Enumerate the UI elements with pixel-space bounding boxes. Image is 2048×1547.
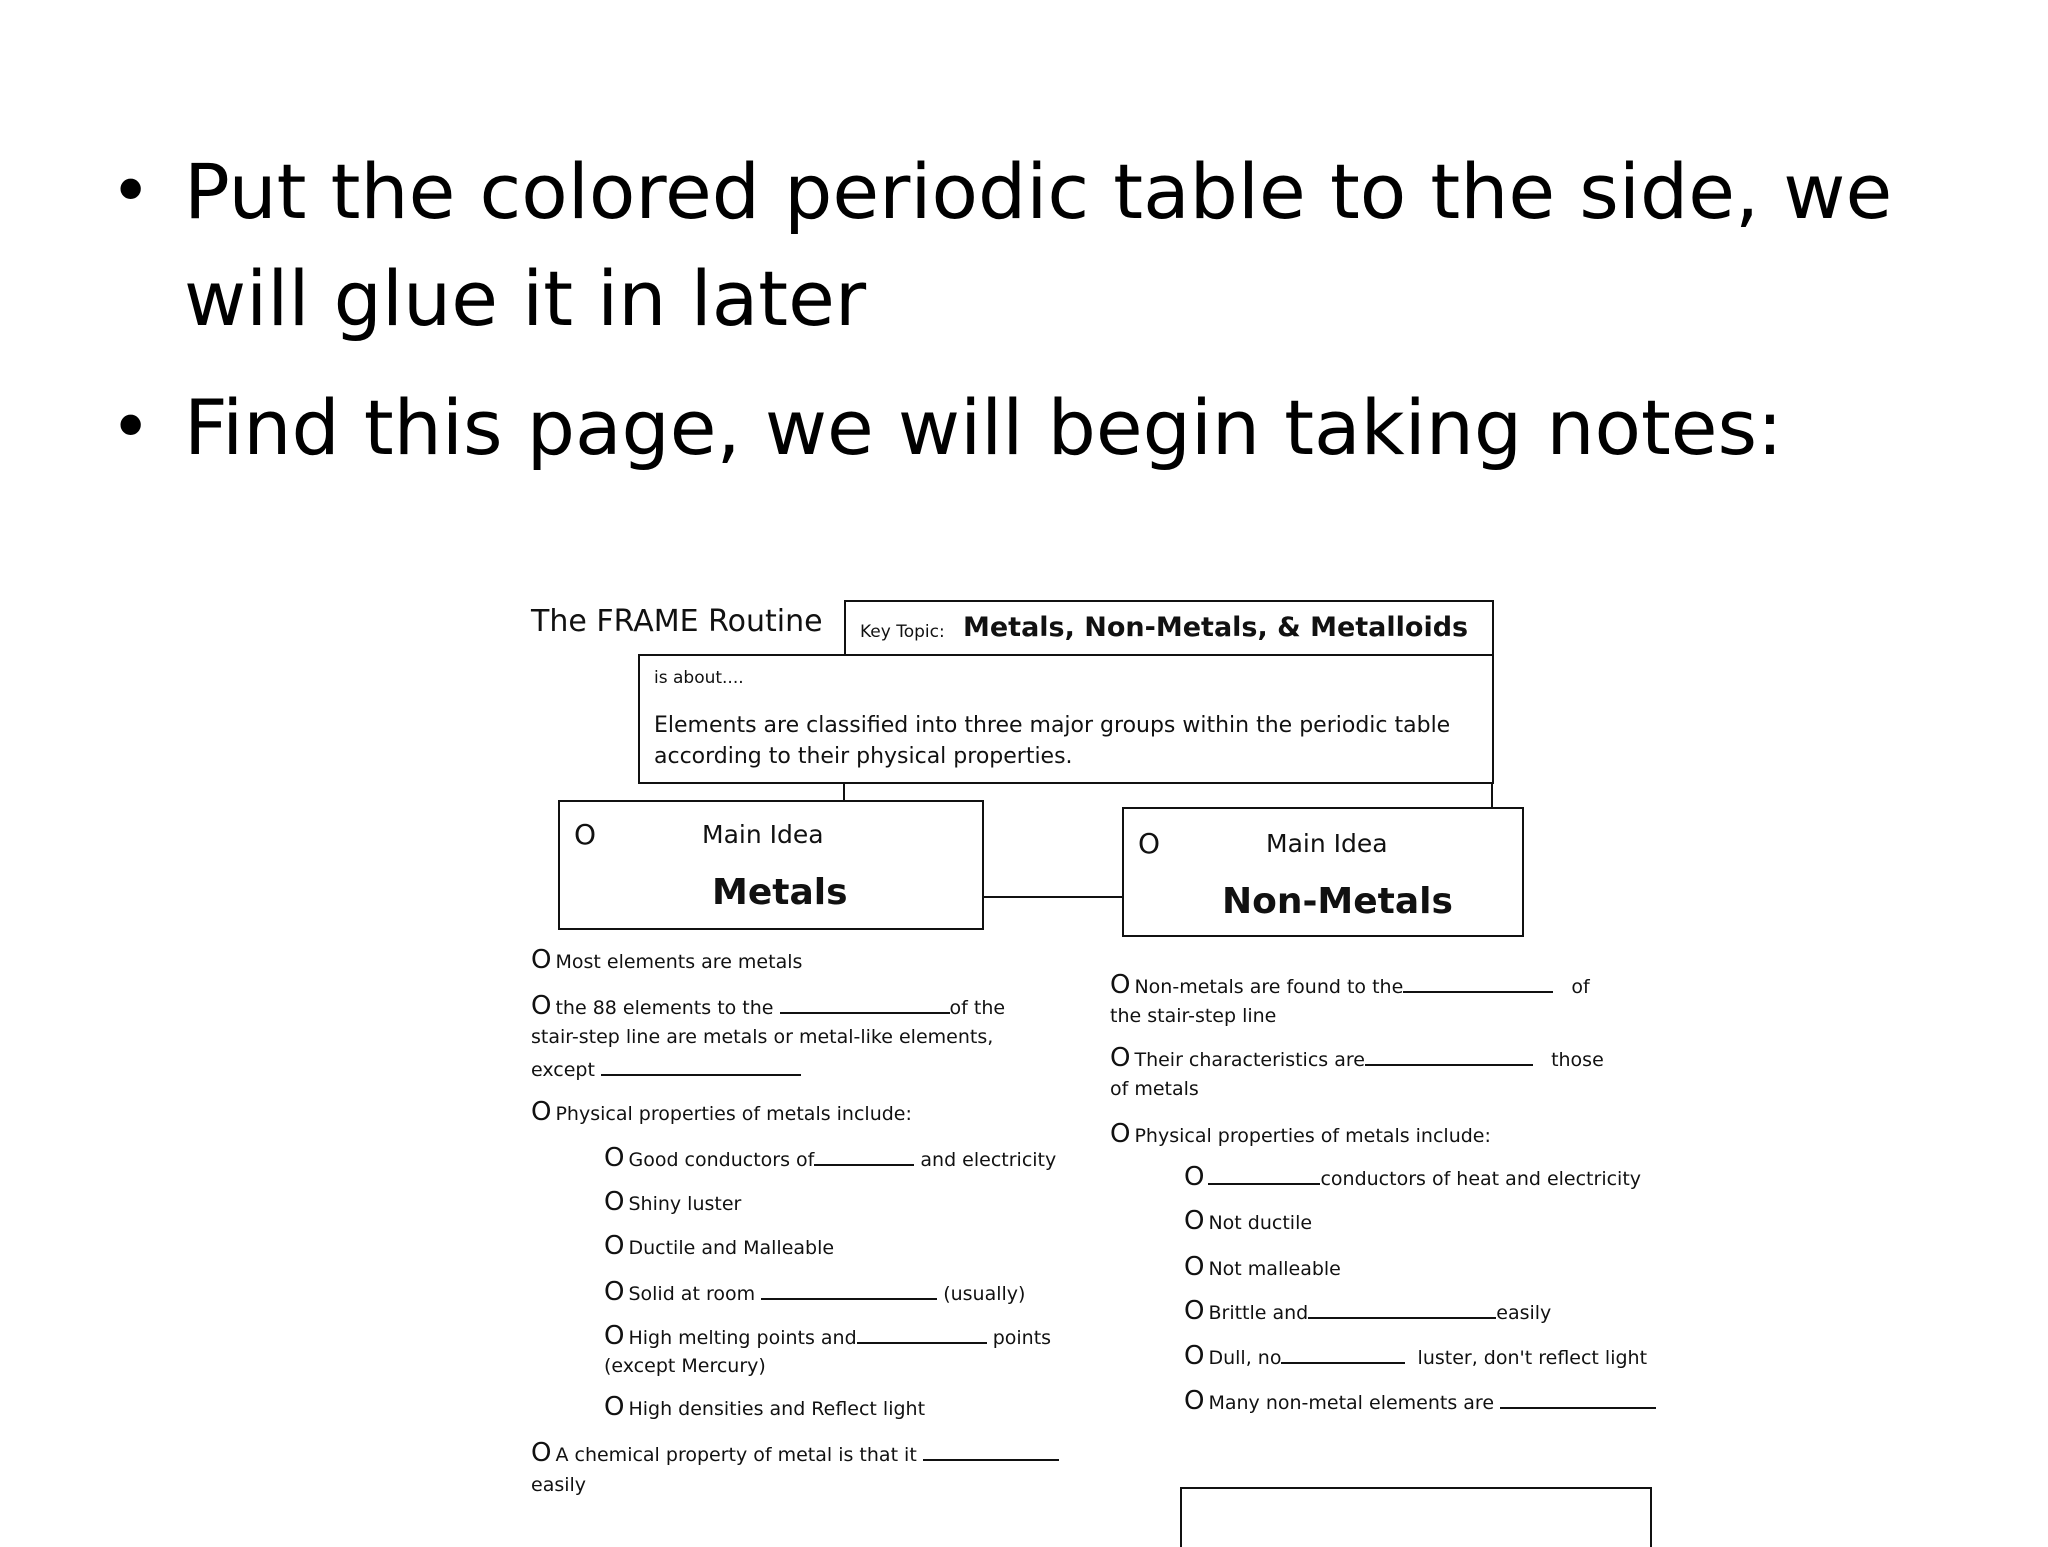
key-topic-label: Key Topic: [860,622,945,642]
nonmetals-subnote: O Brittle and easily [1184,1296,1552,1326]
bullet-text: Put the colored periodic table to the side, we will glue it in later [184,147,1893,343]
nonmetals-subnote: O Many non-metal elements are [1184,1386,1656,1416]
metals-note: O Physical properties of metals include: [531,1097,912,1127]
bullet-item [100,374,1900,481]
nonmetals-main-idea-label: Main Idea [1266,829,1388,858]
metals-title: Metals [712,872,848,913]
bullet-circle-icon: O [1184,1206,1205,1236]
connector-line [983,896,1123,898]
fill-in-blank[interactable] [1208,1165,1320,1185]
bullet-circle-icon: O [531,1097,552,1127]
fill-in-blank[interactable] [1365,1046,1533,1066]
bullet-circle-icon: O [604,1143,625,1173]
bullet-circle-icon: O [1184,1386,1205,1416]
fill-in-blank[interactable] [1500,1389,1656,1409]
bullet-circle-icon: O [1184,1252,1205,1282]
bullet-circle-icon: O [531,1438,552,1468]
bullet-circle-icon: O [604,1187,625,1217]
nonmetals-note-continued: the stair-step line [1110,1005,1277,1027]
metals-note: O the 88 elements to the of the [531,991,1006,1021]
is-about-label: is about.... [654,668,744,688]
fill-in-blank[interactable] [1281,1344,1405,1364]
nonmetals-main-idea-box [1122,807,1524,937]
key-topic-box [844,600,1494,656]
metals-subnote: O High melting points and points [604,1321,1052,1351]
fill-in-blank[interactable] [1403,973,1553,993]
nonmetals-note: O Non-metals are found to the of [1110,970,1590,1000]
metals-note-continued: stair-step line are metals or metal-like elements, [531,1026,994,1048]
nonmetals-subnote: O Not malleable [1184,1252,1341,1282]
is-about-line-1: Elements are classified into three major groups within the periodic table [654,713,1451,738]
nonmetals-subnote: O Dull, no luster, don't reflect light [1184,1341,1648,1371]
fill-in-blank[interactable] [761,1280,937,1300]
metals-note-continued: easily [531,1474,587,1496]
nonmetals-title: Non-Metals [1222,881,1453,922]
slide-bullet-list [100,138,1900,503]
bullet-circle-icon: O [1138,827,1161,860]
fill-in-blank[interactable] [1308,1299,1496,1319]
nonmetals-note: O Physical properties of metals include: [1110,1119,1491,1149]
nonmetals-note: O Their characteristics are those [1110,1043,1604,1073]
bullet-circle-icon: O [1184,1296,1205,1326]
bullet-circle-icon: O [604,1277,625,1307]
bullet-circle-icon: O [1184,1341,1205,1371]
metals-subnote: O Good conductors of and electricity [604,1143,1057,1173]
is-about-box [638,654,1494,784]
connector-line [843,783,845,801]
bullet-circle-icon: O [531,945,552,975]
metals-main-idea-box [558,800,984,930]
metals-subnote: O High densities and Reflect light [604,1392,926,1422]
bullet-dot-icon: • [110,386,152,468]
nonmetals-subnote: O Not ductile [1184,1206,1313,1236]
fill-in-blank[interactable] [857,1324,987,1344]
metals-main-idea-label: Main Idea [702,820,824,849]
fill-in-blank[interactable] [780,994,950,1014]
bullet-text: Find this page, we will begin taking notes: [184,383,1783,472]
bullet-circle-icon: O [604,1231,625,1261]
is-about-line-2: according to their physical properties. [654,744,1073,769]
metals-subnote: O Solid at room (usually) [604,1277,1026,1307]
bullet-circle-icon: O [1184,1162,1205,1192]
fill-in-blank[interactable] [923,1441,1059,1461]
bullet-circle-icon: O [1110,1119,1131,1149]
nonmetals-subnote: O conductors of heat and electricity [1184,1162,1642,1192]
bullet-circle-icon: O [604,1392,625,1422]
metals-subnote: O Shiny luster [604,1187,742,1217]
nonmetals-note-continued: of metals [1110,1078,1199,1100]
metals-note: O A chemical property of metal is that it [531,1438,1059,1468]
bullet-dot-icon: • [110,150,152,232]
connector-line [1491,783,1493,807]
fill-in-blank[interactable] [601,1056,801,1076]
bullet-circle-icon: O [604,1321,625,1351]
bullet-circle-icon: O [1110,1043,1131,1073]
metalloids-main-idea-box-partial [1180,1487,1652,1547]
metals-note: O Most elements are metals [531,945,803,975]
metals-note-continued: except [531,1056,801,1081]
fill-in-blank[interactable] [814,1146,914,1166]
key-topic-text: Metals, Non-Metals, & Metalloids [963,612,1469,643]
bullet-circle-icon: O [1110,970,1131,1000]
bullet-item [100,138,1900,352]
routine-title: The FRAME Routine [531,604,823,639]
bullet-circle-icon: O [574,818,597,851]
bullet-circle-icon: O [531,991,552,1021]
metals-subnote: O Ductile and Malleable [604,1231,835,1261]
metals-subnote-continued: (except Mercury) [604,1355,766,1377]
